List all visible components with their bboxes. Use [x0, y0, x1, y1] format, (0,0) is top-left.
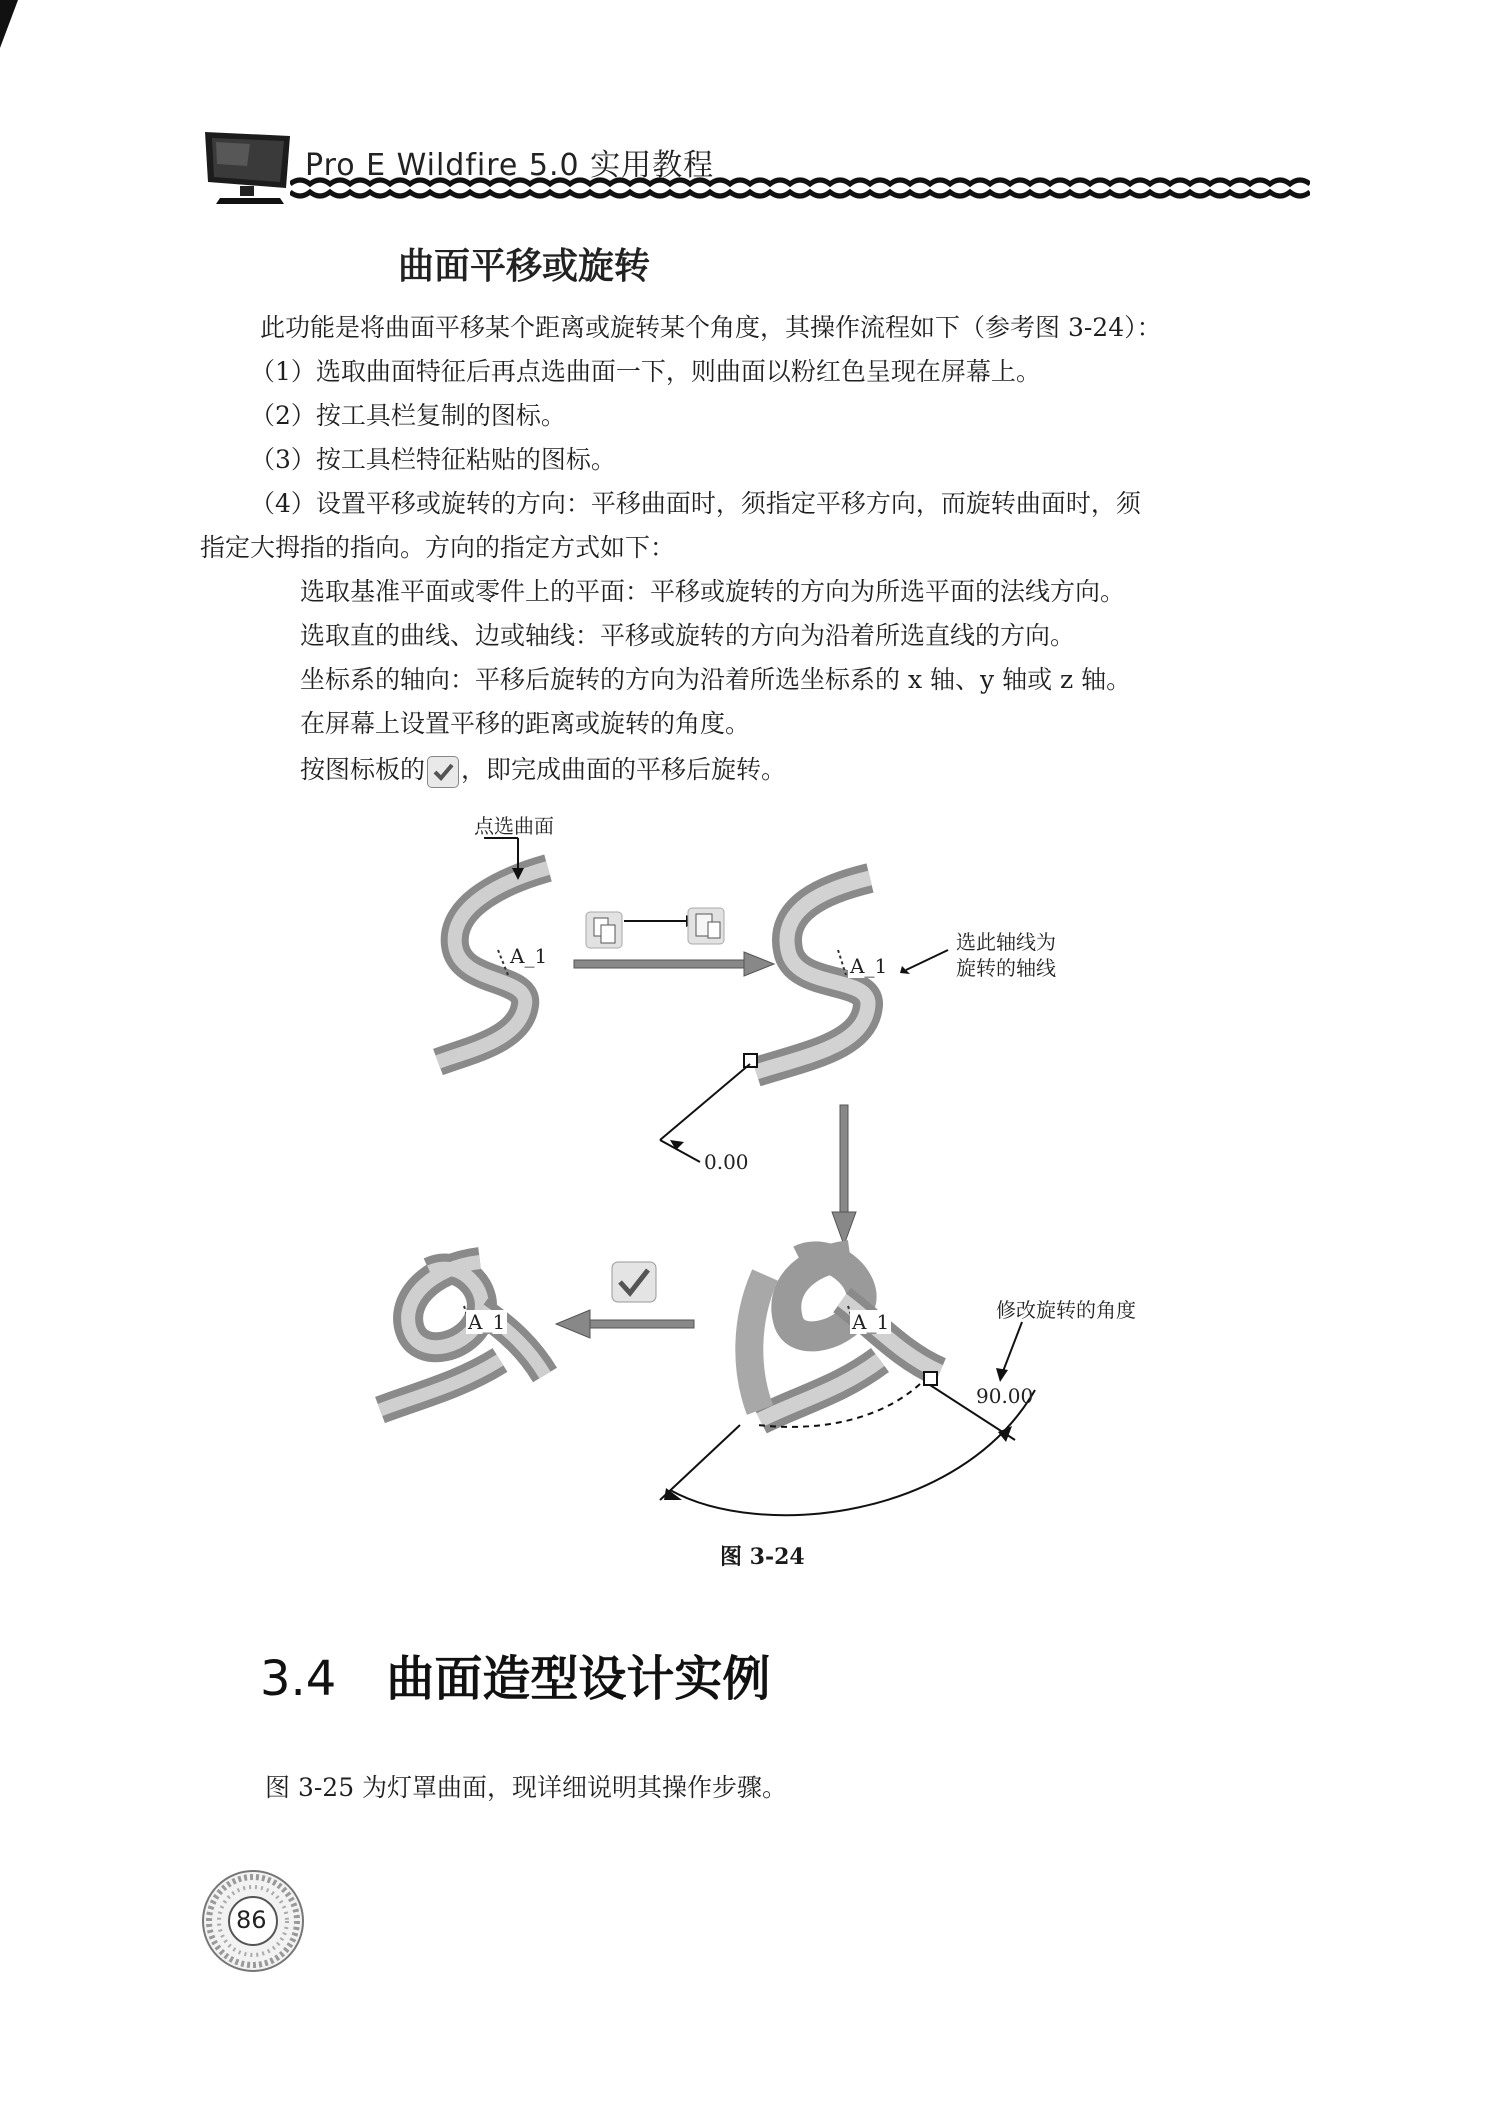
label-select-axis-2: 旋转的轴线: [956, 956, 1056, 980]
label-pick-surface: 点选曲面: [474, 814, 554, 838]
arrow-head: [900, 966, 910, 974]
checkmark-icon: [612, 1262, 656, 1302]
arrow-head: [996, 1368, 1008, 1382]
extension-line: [660, 1425, 740, 1500]
paragraph: （1）选取曲面特征后再点选曲面一下，则曲面以粉红色呈现在屏幕上。: [250, 357, 1041, 386]
page-number: 86: [236, 1906, 267, 1934]
rotation-arc: [670, 1390, 1035, 1515]
paragraph-with-icon: [300, 748, 786, 792]
figure-caption: 图 3-24: [720, 1544, 805, 1570]
dimension-line: [660, 1064, 750, 1140]
header-wave-rule: [290, 176, 1310, 200]
paragraph: 选取直的曲线、边或轴线：平移或旋转的方向为沿着所选直线的方向。: [300, 621, 1076, 650]
axis-label: A_1: [510, 944, 548, 968]
axis-label: A_1: [468, 1310, 506, 1334]
text: 按图标板的: [300, 755, 426, 784]
surface-shape-3: [749, 1255, 940, 1420]
header-title: Pro E Wildfire 5.0 实用教程: [305, 148, 715, 183]
label-select-axis: 选此轴线为: [956, 930, 1056, 954]
arrow-head: [998, 1426, 1012, 1442]
surface-shape-4: [380, 1262, 545, 1410]
section-intro: 图 3-25 为灯罩曲面，现详细说明其操作步骤。: [265, 1773, 788, 1802]
section-title: 曲面造型设计实例: [386, 1651, 771, 1707]
text: ，即完成曲面的平移后旋转。: [461, 755, 787, 784]
section-heading: [260, 1640, 770, 1709]
axis-label: A_1: [850, 954, 888, 978]
copy-icon: [586, 912, 622, 948]
paragraph: 指定大拇指的指向。方向的指定方式如下：: [200, 533, 676, 562]
paragraph: （3）按工具栏特征粘贴的图标。: [250, 445, 616, 474]
process-arrow-down: [832, 1105, 856, 1245]
paragraph: 坐标系的轴向：平移后旋转的方向为沿着所选坐标系的 x 轴、y 轴或 z 轴。: [300, 665, 1132, 694]
drag-handle: [744, 1054, 757, 1067]
section-number: 3.4: [260, 1651, 337, 1707]
process-arrow-right: [574, 952, 774, 976]
leader-arrow: [1002, 1322, 1022, 1374]
dimension-value-initial: 0.00: [704, 1150, 749, 1174]
paragraph: 选取基准平面或零件上的平面：平移或旋转的方向为所选平面的法线方向。: [300, 577, 1126, 606]
paste-special-icon: [688, 908, 724, 944]
section-subtitle: 曲面平移或旋转: [398, 246, 651, 287]
corner-mark: [0, 0, 20, 50]
axis-label: A_1: [852, 1310, 890, 1334]
arrow-head: [670, 1140, 684, 1150]
paragraph: 此功能是将曲面平移某个距离或旋转某个角度，其操作流程如下（参考图 3-24）：: [260, 313, 1162, 342]
drag-handle: [924, 1372, 937, 1385]
label-modify-angle: 修改旋转的角度: [996, 1298, 1136, 1322]
paragraph: （2）按工具栏复制的图标。: [250, 401, 566, 430]
paragraph: 在屏幕上设置平移的距离或旋转的角度。: [300, 709, 751, 738]
paragraph: （4）设置平移或旋转的方向：平移曲面时，须指定平移方向，而旋转曲面时，须: [250, 489, 1141, 518]
process-arrow-left: [556, 1310, 694, 1338]
checkmark-icon: [427, 756, 459, 788]
leader-arrow: [906, 950, 948, 970]
dimension-value-final: 90.00: [976, 1384, 1034, 1408]
